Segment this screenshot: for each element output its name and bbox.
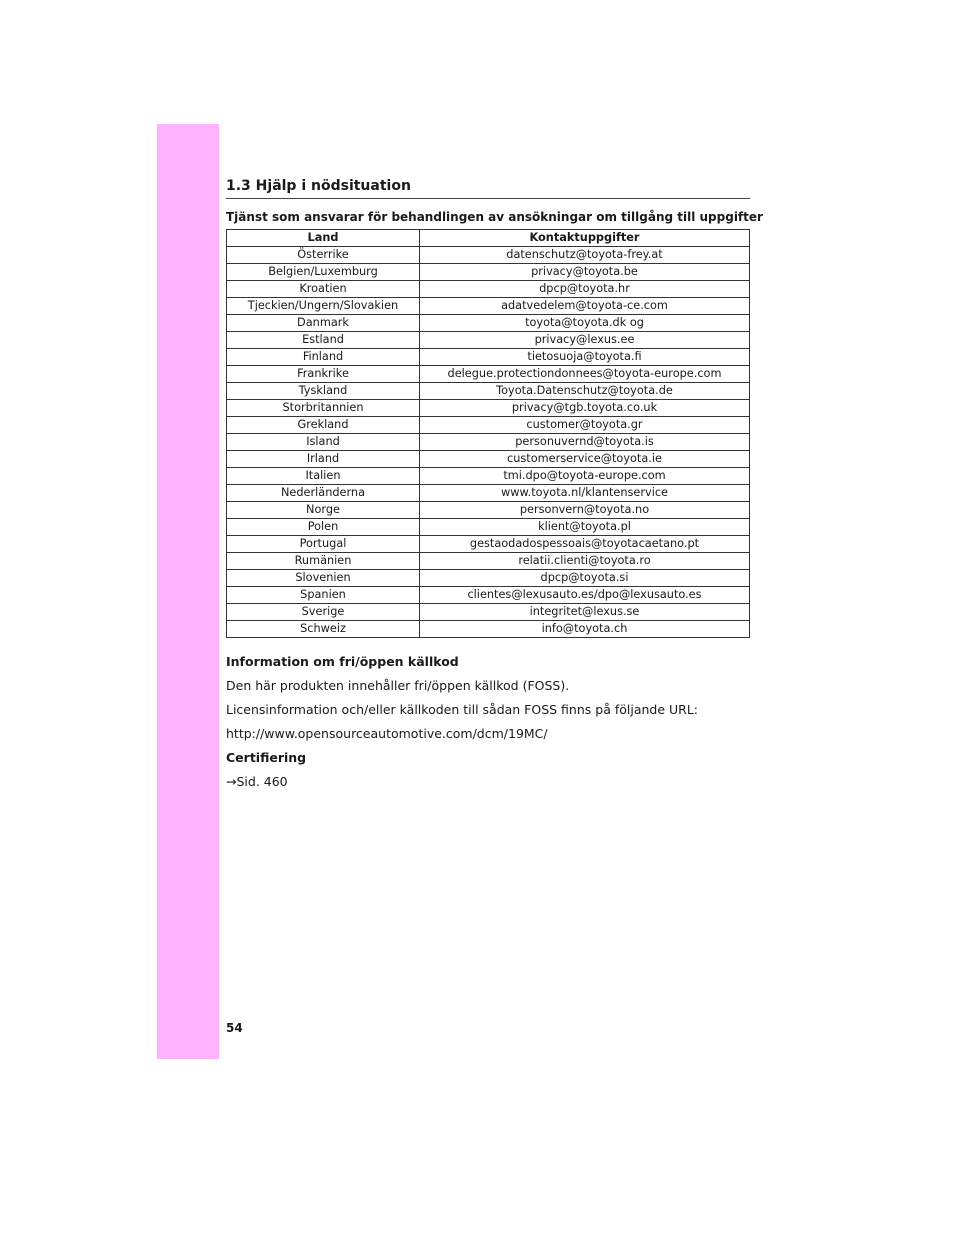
table-row	[227, 247, 750, 264]
table-row	[227, 383, 750, 400]
contact-cell: klient@toyota.pl	[420, 519, 750, 536]
country-cell: Tyskland	[227, 383, 420, 400]
country-cell: Irland	[227, 451, 420, 468]
contacts-table	[226, 229, 750, 638]
foss-description: Den här produkten innehåller fri/öppen källkod (FOSS).	[226, 678, 570, 693]
country-cell: Österrike	[227, 247, 420, 264]
table-row	[227, 502, 750, 519]
contact-cell: personvern@toyota.no	[420, 502, 750, 519]
table-row	[227, 264, 750, 281]
contact-cell: dpcp@toyota.si	[420, 570, 750, 587]
certification-heading: Certifiering	[226, 750, 307, 765]
table-row	[227, 536, 750, 553]
country-cell: Sverige	[227, 604, 420, 621]
table-row	[227, 485, 750, 502]
contact-cell: delegue.protectiondonnees@toyota-europe.com	[420, 366, 750, 383]
country-cell: Polen	[227, 519, 420, 536]
table-row	[227, 570, 750, 587]
contact-cell: clientes@lexusauto.es/dpo@lexusauto.es	[420, 587, 750, 604]
country-cell: Danmark	[227, 315, 420, 332]
country-cell: Portugal	[227, 536, 420, 553]
contact-cell: adatvedelem@toyota-ce.com	[420, 298, 750, 315]
country-cell: Kroatien	[227, 281, 420, 298]
table-row	[227, 332, 750, 349]
table-row	[227, 468, 750, 485]
page-side-band	[157, 124, 219, 1059]
country-cell: Finland	[227, 349, 420, 366]
contact-cell: info@toyota.ch	[420, 621, 750, 638]
country-cell: Schweiz	[227, 621, 420, 638]
table-row	[227, 604, 750, 621]
country-cell: Estland	[227, 332, 420, 349]
country-cell: Italien	[227, 468, 420, 485]
page-number: 54	[226, 1021, 243, 1035]
country-cell: Storbritannien	[227, 400, 420, 417]
table-row	[227, 587, 750, 604]
certification-reference[interactable]	[226, 774, 288, 789]
contact-cell: www.toyota.nl/klantenservice	[420, 485, 750, 502]
table-row	[227, 434, 750, 451]
table-row	[227, 298, 750, 315]
table-row	[227, 315, 750, 332]
column-header-land: Land	[227, 230, 420, 247]
table-row	[227, 366, 750, 383]
country-cell: Spanien	[227, 587, 420, 604]
contact-cell: tietosuoja@toyota.fi	[420, 349, 750, 366]
country-cell: Nederländerna	[227, 485, 420, 502]
contact-cell: relatii.clienti@toyota.ro	[420, 553, 750, 570]
foss-license-info: Licensinformation och/eller källkoden till sådan FOSS finns på följande URL:	[226, 702, 699, 717]
country-cell: Grekland	[227, 417, 420, 434]
contact-cell: personuvernd@toyota.is	[420, 434, 750, 451]
contact-cell: privacy@toyota.be	[420, 264, 750, 281]
table-row	[227, 621, 750, 638]
contact-cell: tmi.dpo@toyota-europe.com	[420, 468, 750, 485]
table-title: Tjänst som ansvarar för behandlingen av ansökningar om tillgång till uppgifter	[226, 210, 763, 224]
table-row	[227, 553, 750, 570]
contact-cell: Toyota.Datenschutz@toyota.de	[420, 383, 750, 400]
country-cell: Island	[227, 434, 420, 451]
table-row	[227, 349, 750, 366]
table-body	[227, 247, 750, 638]
contact-cell: toyota@toyota.dk og	[420, 315, 750, 332]
contact-cell: gestaodadospessoais@toyotacaetano.pt	[420, 536, 750, 553]
contact-cell: customerservice@toyota.ie	[420, 451, 750, 468]
country-cell: Frankrike	[227, 366, 420, 383]
contact-cell: integritet@lexus.se	[420, 604, 750, 621]
table-header-row	[227, 230, 750, 247]
country-cell: Slovenien	[227, 570, 420, 587]
country-cell: Rumänien	[227, 553, 420, 570]
country-cell: Belgien/Luxemburg	[227, 264, 420, 281]
table-row	[227, 417, 750, 434]
foss-heading: Information om fri/öppen källkod	[226, 654, 459, 669]
table-row	[227, 281, 750, 298]
foss-url[interactable]: http://www.opensourceautomotive.com/dcm/19MC/	[226, 726, 548, 741]
column-header-contact: Kontaktuppgifter	[420, 230, 750, 247]
country-cell: Tjeckien/Ungern/Slovakien	[227, 298, 420, 315]
contact-cell: customer@toyota.gr	[420, 417, 750, 434]
country-cell: Norge	[227, 502, 420, 519]
table-row	[227, 400, 750, 417]
contact-cell: privacy@lexus.ee	[420, 332, 750, 349]
contact-cell: datenschutz@toyota-frey.at	[420, 247, 750, 264]
contact-cell: privacy@tgb.toyota.co.uk	[420, 400, 750, 417]
table-row	[227, 519, 750, 536]
arrow-icon: →	[226, 774, 237, 789]
page-reference-link[interactable]: Sid. 460	[236, 774, 288, 789]
table-row	[227, 451, 750, 468]
contact-cell: dpcp@toyota.hr	[420, 281, 750, 298]
section-header: 1.3 Hjälp i nödsituation	[226, 178, 750, 199]
